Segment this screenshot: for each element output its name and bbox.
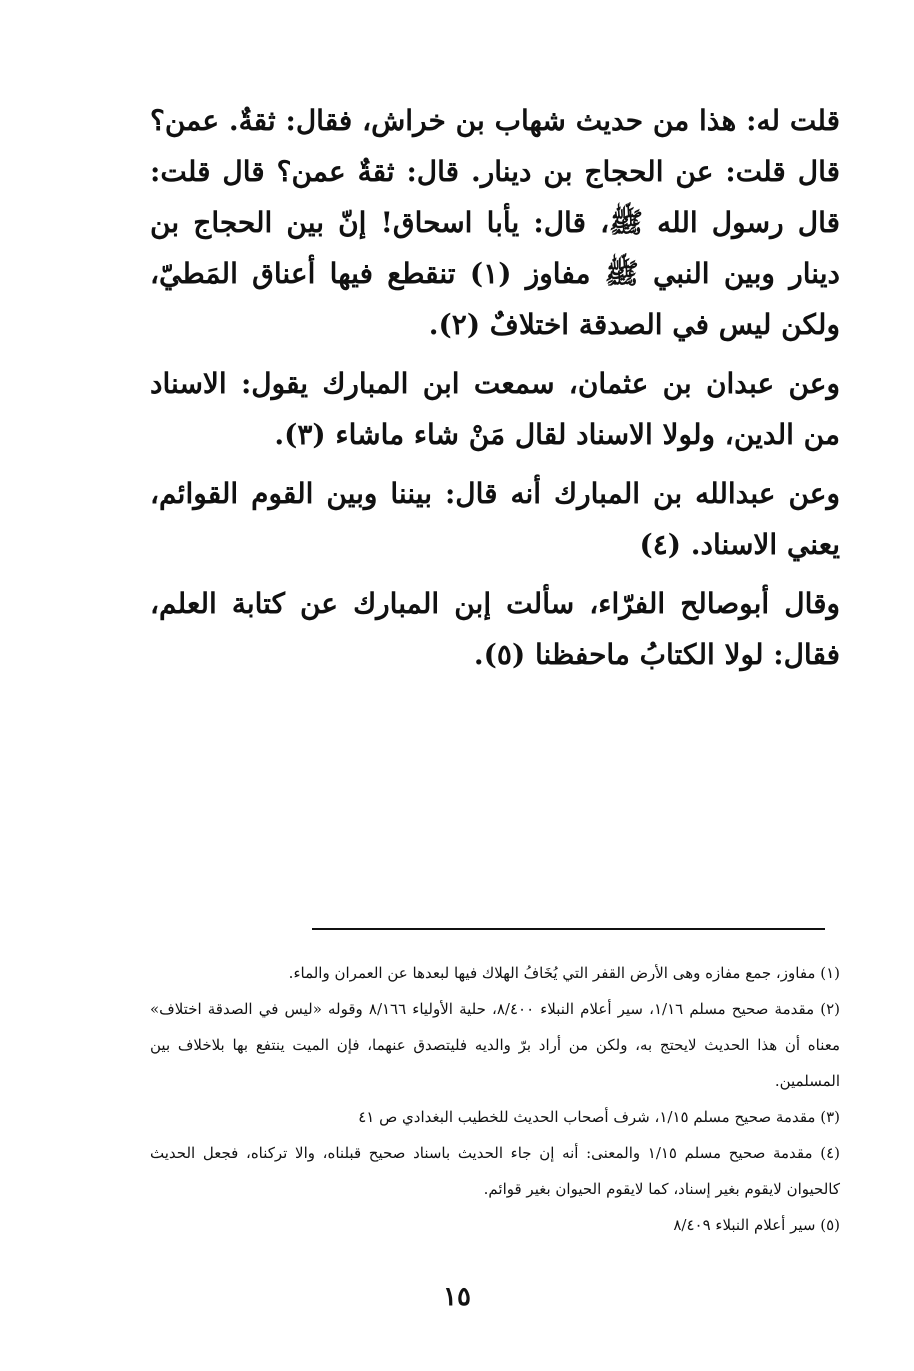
footnote-4: (٤) مقدمة صحيح مسلم ١/١٥ والمعنى: أنه إن جاء الحديث باسناد صحيح قبلناه، والا تركناه، فجعل الحديث كالحيوان لايقوم بغير إسناد، كما لايقوم الحيوان بغير قوائم. — [150, 1144, 840, 1198]
page-number: ١٥ — [443, 1282, 471, 1312]
footnote-3: (٣) مقدمة صحيح مسلم ١/١٥، شرف أصحاب الحديث للخطيب البغدادي ص ٤١ — [358, 1108, 840, 1126]
main-text — [150, 95, 840, 688]
footnote-divider — [312, 928, 825, 930]
paragraph-2: وعن عبدان بن عثمان، سمعت ابن المبارك يقول: الاسناد من الدين، ولولا الاسناد لقال مَنْ شاء ماشاء (٣). — [150, 367, 840, 451]
paragraph-4: وقال أبوصالح الفرّاء، سألت إبن المبارك عن كتابة العلم، فقال: لولا الكتابُ ماحفظنا (٥). — [150, 587, 840, 671]
paragraph-1: قلت له: هذا من حديث شهاب بن خراش، فقال: ثقةٌ. عمن؟ قال قلت: عن الحجاج بن دينار. قال: ثقةٌ عمن؟ قال قلت: قال رسول الله ﷺ، قال: يأبا اسحاق! إنّ بين الحجاج بن دينار وبين النبي ﷺ مفاوز (١) تنقطع فيها أعناق المَطيّ، ولكن ليس في الصدقة اختلافٌ (٢). — [150, 104, 841, 341]
footnote-5: (٥) سير أعلام النبلاء ٨/٤٠٩ — [673, 1216, 840, 1234]
footnote-2: (٢) مقدمة صحيح مسلم ١/١٦، سير أعلام النبلاء ٨/٤٠٠، حلية الأولياء ٨/١٦٦ وقوله «ليس في الصدقة اختلاف» معناه أن هذا الحديث لايحتج به، ولكن من أراد برّ والديه فليتصدق عنهما، فإن الميت ينتفع بها بلاخلاف بين المسلمين. — [150, 1000, 840, 1090]
footnote-1: (١) مفاوز، جمع مفازه وهى الأرض القفر التي يُخَافُ الهلاك فيها لبعدها عن العمران والماء. — [288, 964, 840, 982]
paragraph-3: وعن عبدالله بن المبارك أنه قال: بيننا وبين القوم القوائم، يعني الاسناد. (٤) — [150, 477, 840, 561]
footnotes — [150, 955, 840, 1243]
